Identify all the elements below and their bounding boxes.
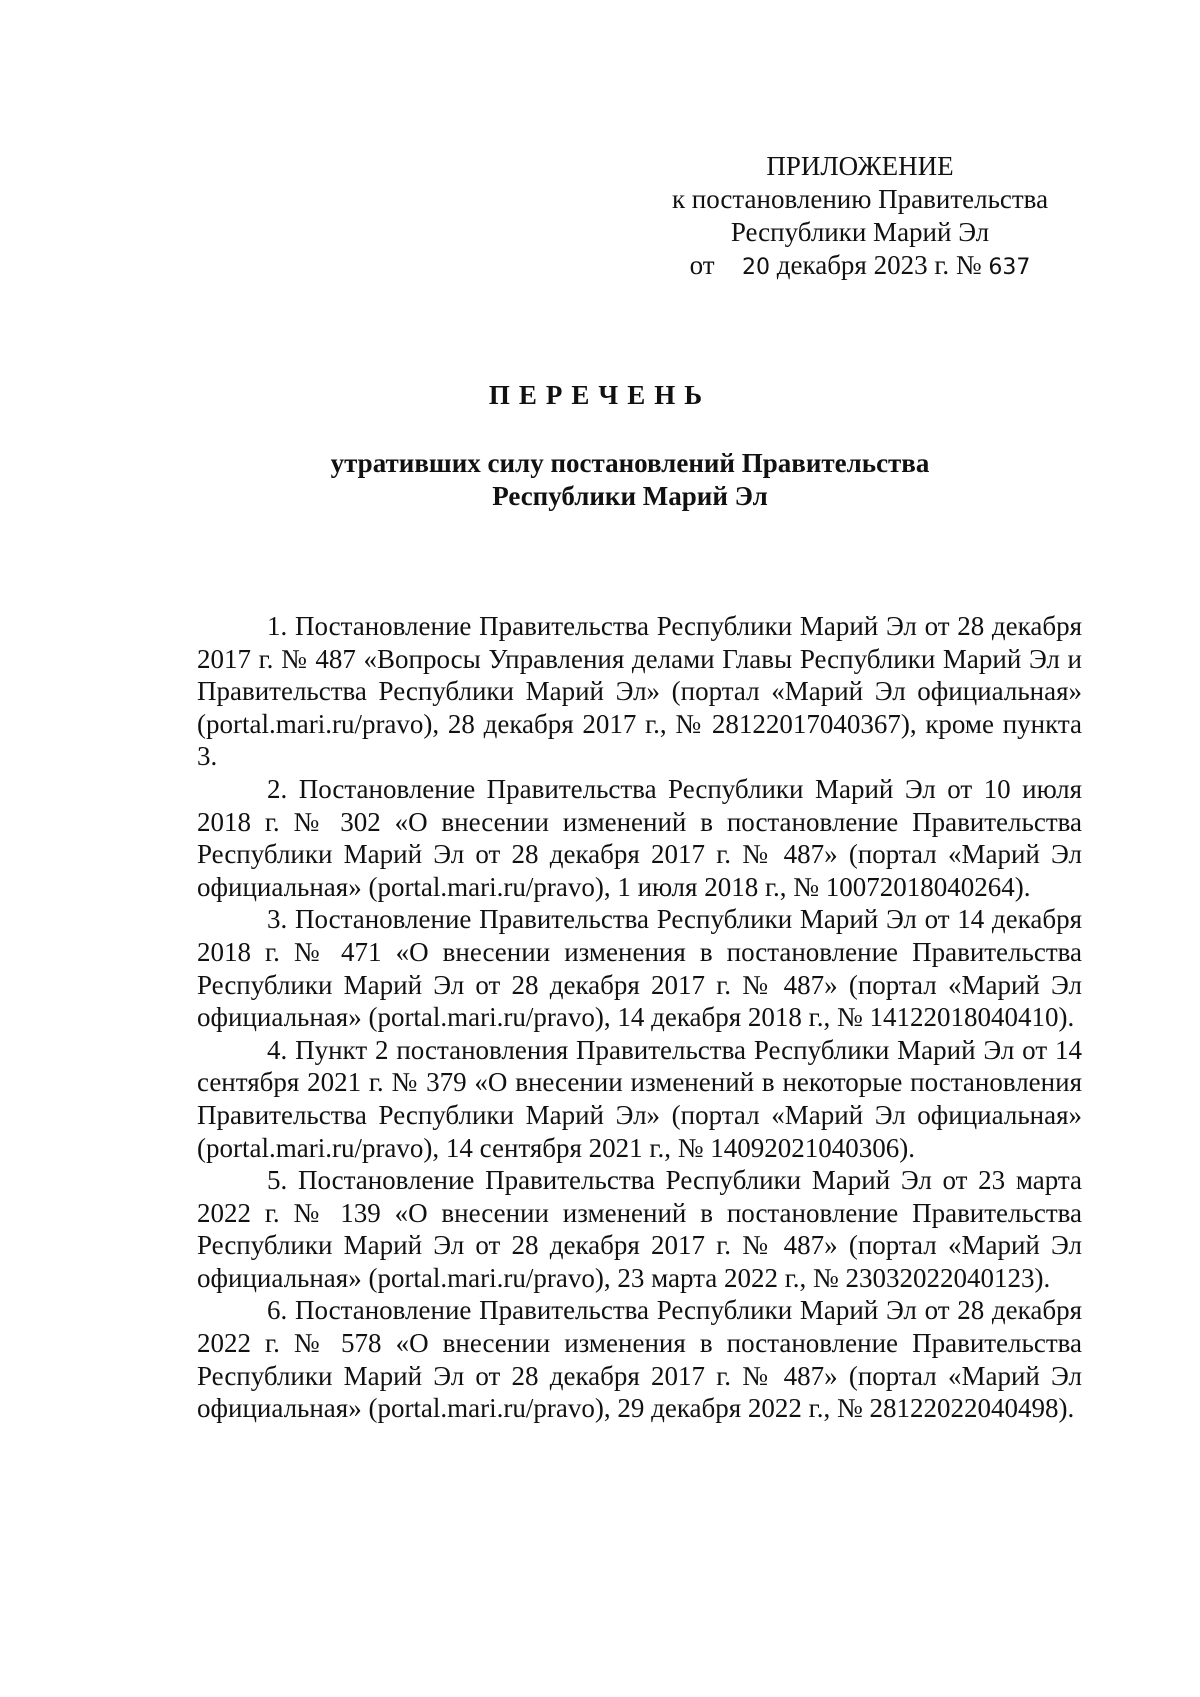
- date-prefix: от: [689, 250, 715, 280]
- document-number: 637: [988, 255, 1031, 280]
- appendix-line-3: Республики Марий Эл: [730, 217, 990, 247]
- number-sign: №: [955, 250, 982, 280]
- list-item-1: 1. Постановление Правительства Республики Марий Эл от 28 декабря 2017 г. № 487 «Вопросы Управления делами Главы Республики Марий Эл и Правительства Республики Марий Эл» (портал «Марий Эл официальная» (portal.mari.ru/pravo), 28 декабря 2017 г., № 28122017040367), кроме пункта 3.: [197, 611, 1082, 772]
- list-item-2: 2. Постановление Правительства Республики Марий Эл от 10 июля 2018 г. № 302 «О внесении изменений в постановление Правительства Республики Марий Эл от 28 декабря 2017 г. № 487» (портал «Марий Эл официальная» (portal.mari.ru/pravo), 1 июля 2018 г., № 10072018040264).: [197, 773, 1082, 902]
- list-item-3: 3. Постановление Правительства Республики Марий Эл от 14 декабря 2018 г. № 471 «О внесении изменения в постановление Правительства Республики Марий Эл от 28 декабря 2017 г. № 487» (портал «Марий Эл официальная» (portal.mari.ru/pravo), 14 декабря 2018 г., № 14122018040410).: [197, 904, 1082, 1033]
- date-day: 20: [742, 255, 771, 280]
- document-subtitle: [300, 447, 960, 513]
- subtitle-line-2: Республики Марий Эл: [492, 481, 768, 511]
- appendix-header: [640, 150, 1080, 284]
- date-rest: декабря 2023 г.: [776, 250, 950, 280]
- subtitle-line-1: утративших силу постановлений Правительства: [330, 448, 930, 478]
- list-item-5: 5. Постановление Правительства Республики Марий Эл от 23 марта 2022 г. № 139 «О внесении изменений в постановление Правительства Республики Марий Эл от 28 декабря 2017 г. № 487» (портал «Марий Эл официальная» (portal.mari.ru/pravo), 23 марта 2022 г., № 23032022040123).: [197, 1165, 1082, 1293]
- appendix-label: ПРИЛОЖЕНИЕ: [766, 151, 954, 181]
- appendix-date-line: [640, 249, 1080, 284]
- list-item-6: 6. Постановление Правительства Республики Марий Эл от 28 декабря 2022 г. № 578 «О внесении изменения в постановление Правительства Республики Марий Эл от 28 декабря 2017 г. № 487» (портал «Марий Эл официальная» (portal.mari.ru/pravo), 29 декабря 2022 г., № 28122022040498).: [197, 1295, 1082, 1424]
- appendix-line-2: к постановлению Правительства: [671, 184, 1049, 214]
- list-item-4: 4. Пункт 2 постановления Правительства Республики Марий Эл от 14 сентября 2021 г. № 379 «О внесении изменений в некоторые постановления Правительства Республики Марий Эл» (портал «Марий Эл официальная» (portal.mari.ru/pravo), 14 сентября 2021 г., № 14092021040306).: [197, 1034, 1082, 1163]
- repealed-acts-list: [197, 610, 1082, 1425]
- document-title: ПЕРЕЧЕНЬ: [488, 380, 712, 410]
